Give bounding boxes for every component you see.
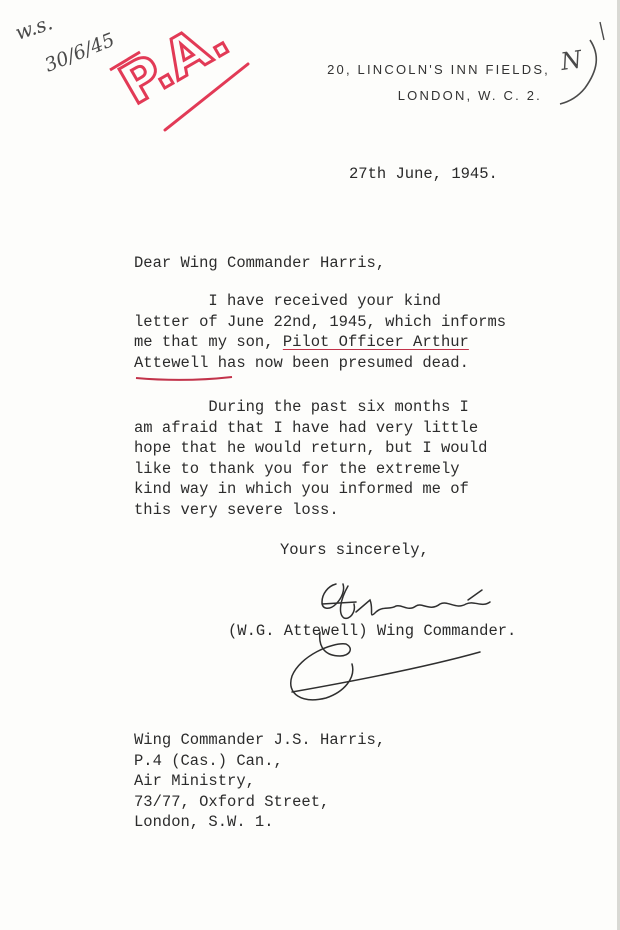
- paragraph-2: [134, 397, 487, 521]
- paragraph-1-line: letter of June 22nd, 1945, which informs: [134, 312, 507, 331]
- paragraph-1-line: I have received your kind: [134, 292, 441, 310]
- paragraph-1-line: has now been presumed dead.: [208, 353, 469, 372]
- paragraph-2-line: like to thank you for the extremely: [134, 459, 460, 478]
- underlined-surname: Attewell: [134, 353, 209, 372]
- underlined-name: Pilot Officer Arthur: [282, 333, 469, 352]
- paragraph-2-line: am afraid that I have had very little: [134, 418, 479, 437]
- paragraph-2-line: During the past six months I: [134, 398, 469, 416]
- signature-icon: [291, 584, 490, 700]
- paragraph-1-line: me that my son,: [134, 333, 283, 352]
- red-pa-mark: P.A.: [109, 5, 240, 117]
- paragraph-2-line: kind way in which you informed me of: [134, 480, 469, 499]
- pencil-note: w.s.: [12, 10, 56, 45]
- pencil-reference: 30/6/45: [41, 28, 118, 77]
- signature-name-line: (W.G. Attewell) Wing Commander.: [228, 622, 517, 640]
- recipient-line: London, S.W. 1.: [134, 813, 274, 832]
- recipient-line: Wing Commander J.S. Harris,: [134, 731, 386, 749]
- letterhead-address-line1: 20, LINCOLN'S INN FIELDS,: [327, 62, 550, 77]
- letter-date: 27th June, 1945.: [349, 165, 498, 183]
- recipient-line: P.4 (Cas.) Can.,: [134, 751, 283, 770]
- red-underline-icon: [136, 377, 232, 380]
- paragraph-2-line: this very severe loss.: [134, 500, 339, 519]
- pencil-tick-icon: [600, 22, 604, 40]
- letterhead-address-line2: LONDON, W. C. 2.: [397, 88, 542, 103]
- corner-mark: N: [558, 45, 584, 76]
- salutation: Dear Wing Commander Harris,: [134, 254, 386, 272]
- closing: Yours sincerely,: [280, 541, 429, 559]
- paragraph-2-line: hope that he would return, but I would: [134, 439, 488, 458]
- recipient-address: [134, 730, 385, 833]
- paragraph-1: [134, 291, 506, 373]
- recipient-line: Air Ministry,: [134, 772, 255, 791]
- recipient-line: 73/77, Oxford Street,: [134, 792, 330, 811]
